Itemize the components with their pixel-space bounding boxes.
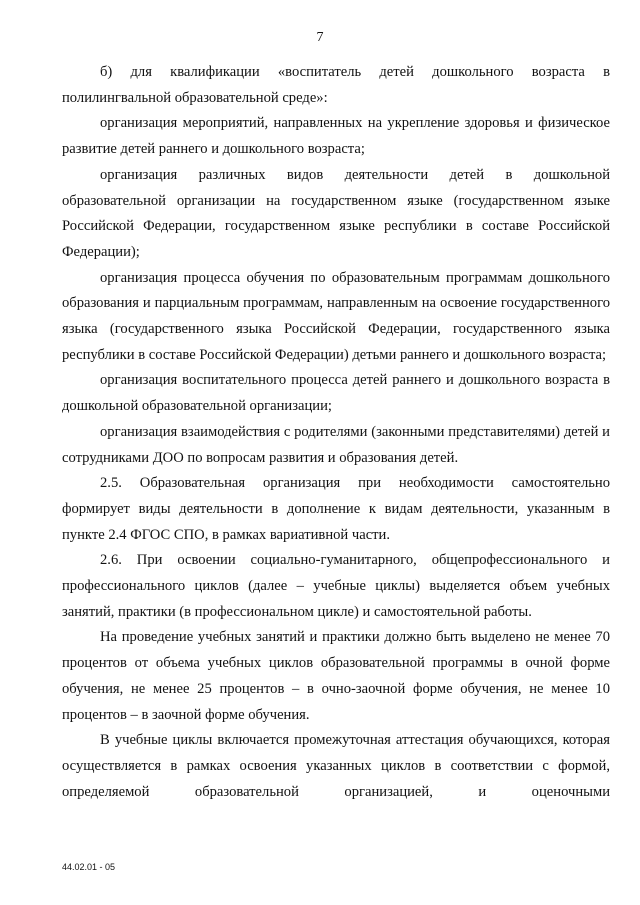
- paragraph-learning-process: организация процесса обучения по образовательным программам дошкольного образования и парциальным программам, направленным на освоение государственного языка (государственного языка Российской Федерации, государственного языка республики в составе Российской Федерации) детьми раннего и дошкольного возраста;: [62, 269, 610, 363]
- paragraph-upbringing: организация воспитательного процесса детей раннего и дошкольного возраста в дошкольной образовательной организации;: [62, 372, 610, 415]
- paragraph-attestation: В учебные циклы включается промежуточная аттестация обучающихся, которая осуществляется в рамках освоения указанных циклов в соответствии с формой, определяемой образовательной организацией, и оценочными: [62, 732, 610, 800]
- paragraph-qualification: б) для квалификации «воспитатель детей дошкольного возраста в полилингвальной образовательной среде»:: [62, 64, 610, 106]
- paragraph-parents: организация взаимодействия с родителями (законными представителями) детей и сотрудниками ДОО по вопросам развития и образования детей.: [62, 423, 610, 466]
- paragraph-2-6: 2.6. При освоении социально-гуманитарного, общепрофессионального и профессионального циклов (далее – учебные циклы) выделяется объем учебных занятий, практики (в профессиональном цикле) и самостоятельной работы.: [62, 552, 610, 620]
- document-body: [62, 60, 610, 805]
- footer-code: 44.02.01 - 05: [62, 862, 116, 872]
- paragraph-activities: организация различных видов деятельности детей в дошкольной образовательной организации на государственном языке (государственном языке Российской Федерации, государственном языке республики в составе Российской Федерации);: [62, 166, 610, 260]
- paragraph-2-5: 2.5. Образовательная организация при необходимости самостоятельно формирует виды деятельности в дополнение к видам деятельности, указанным в пункте 2.4 ФГОС СПО, в рамках вариативной части.: [62, 475, 610, 543]
- paragraph-health-events: организация мероприятий, направленных на укрепление здоровья и физическое развитие детей раннего и дошкольного возраста;: [62, 115, 610, 158]
- page-number: 7: [316, 30, 324, 45]
- paragraph-hours: На проведение учебных занятий и практики должно быть выделено не менее 70 процентов от объема учебных циклов образовательной программы в очной форме обучения, не менее 25 процентов – в очно-заочной форме обучения, не менее 10 процентов – в заочной форме обучения.: [62, 629, 610, 723]
